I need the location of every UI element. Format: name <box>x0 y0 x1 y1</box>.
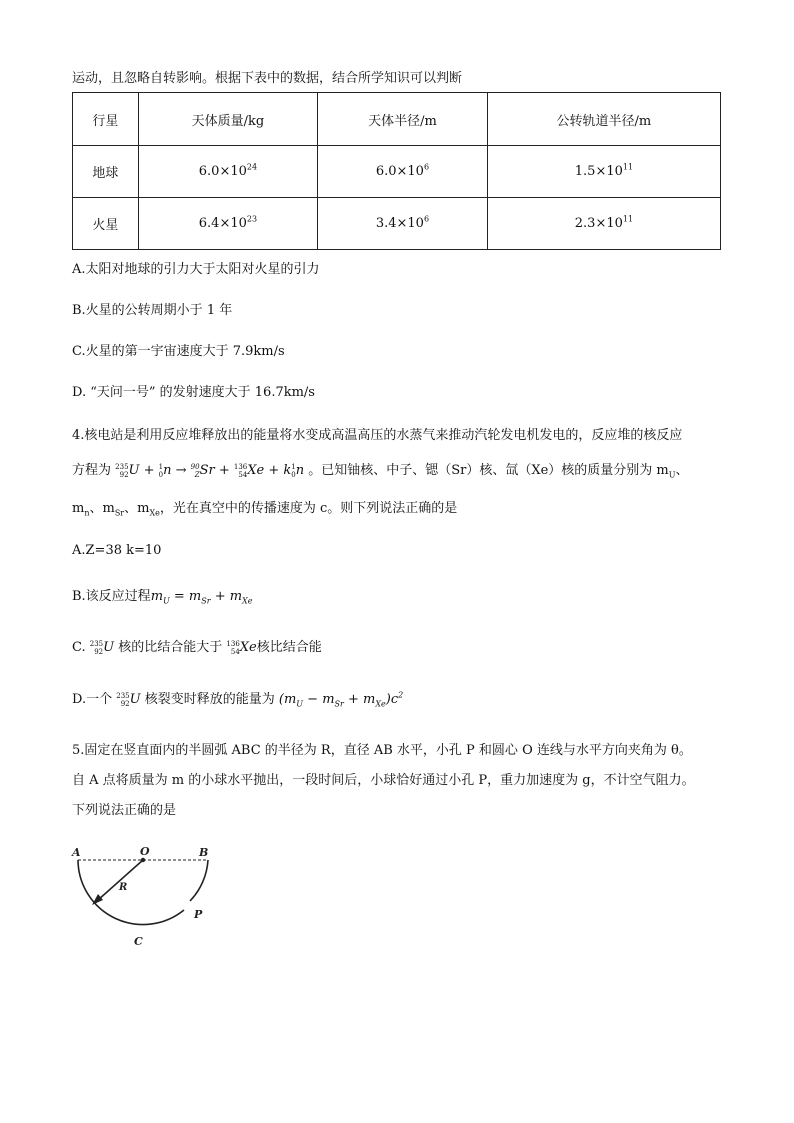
planet-name: 火星 <box>73 198 139 250</box>
planet-data-table <box>72 92 721 250</box>
table-row <box>73 198 721 250</box>
q4-stem-line3: $m_n$、$m_{Sr}$、$m_{Xe}$，光在真空中的传播速度为 c。则下列说法正确的是 <box>72 501 458 518</box>
q5-stem-line2: 自 A 点将质量为 m 的小球水平抛出，一段时间后，小球恰好通过小孔 P，重力加速度为 g，不计空气阻力。 <box>72 773 695 788</box>
arc-pb <box>190 860 208 901</box>
planet-name: 地球 <box>73 146 139 198</box>
table-header-row <box>73 93 721 146</box>
mass-cell: $6.0\times 10^{24}$ <box>138 146 317 198</box>
orbit-cell: $1.5\times 10^{11}$ <box>487 146 720 198</box>
header-planet: 行星 <box>73 93 139 146</box>
orbit-cell: $2.3\times 10^{11}$ <box>487 198 720 250</box>
table-row <box>73 146 721 198</box>
radius-cell: $6.0\times 10^6$ <box>318 146 488 198</box>
q3-option-d: D. “天问一号” 的发射速度大于 16.7km/s <box>72 385 315 400</box>
q3-option-a: A.太阳对地球的引力大于太阳对火星的引力 <box>72 262 320 277</box>
radius-line <box>98 860 143 900</box>
label-c: C <box>134 935 143 948</box>
q4-option-b: B.该反应过程$m_U = m_{Sr} + m_{Xe}$ <box>72 589 253 606</box>
mass-cell: $6.4\times 10^{23}$ <box>138 198 317 250</box>
label-o: O <box>140 845 150 858</box>
label-a: A <box>72 846 81 859</box>
header-radius: 天体半径/m <box>318 93 488 146</box>
semicircle-figure <box>66 842 226 952</box>
q3-option-c: C.火星的第一宇宙速度大于 7.9km/s <box>72 344 285 359</box>
label-b: B <box>199 846 209 859</box>
q3-option-b: B.火星的公转周期小于 1 年 <box>72 303 233 318</box>
q4-stem-line2: 方程为 235 92 U + 1 0 n → 90 Z Sr + 136 54 Xe + k 1 0 n 。已知铀核、中子、锶（Sr）核、氙（Xe）核的质量分别为 $m_U$、 <box>72 462 689 480</box>
q5-stem-line3: 下列说法正确的是 <box>72 803 177 818</box>
header-mass: 天体质量/kg <box>138 93 317 146</box>
q4-option-c: C. 235 92 U 核的比结合能大于 136 54 Xe核比结合能 <box>72 639 322 656</box>
q4-option-a: A.Z=38 k=10 <box>72 543 162 558</box>
label-p: P <box>194 908 203 921</box>
q4-stem-line1: 4.核电站是利用反应堆释放出的能量将水变成高温高压的水蒸气来推动汽轮发电机发电的，反应堆的核反应 <box>72 428 683 443</box>
radius-arrowhead <box>92 894 103 905</box>
header-orbit: 公转轨道半径/m <box>487 93 720 146</box>
intro-text: 运动，且忽略自转影响。根据下表中的数据，结合所学知识可以判断 <box>72 71 463 86</box>
label-r: R <box>119 882 128 893</box>
q5-stem-line1: 5.固定在竖直面内的半圆弧 ABC 的半径为 R，直径 AB 水平，小孔 P 和圆心 O 连线与水平方向夹角为 θ。 <box>72 743 692 758</box>
radius-cell: $3.4\times 10^6$ <box>318 198 488 250</box>
fission-equation: 235 92 U + 1 0 n → 90 Z Sr + 136 54 Xe + k 1 0 n <box>115 462 309 479</box>
q4-option-d: D.一个 235 92 U 核裂变时释放的能量为 $(m_U - m_{Sr} + m_{Xe})c^2$ <box>72 690 404 709</box>
